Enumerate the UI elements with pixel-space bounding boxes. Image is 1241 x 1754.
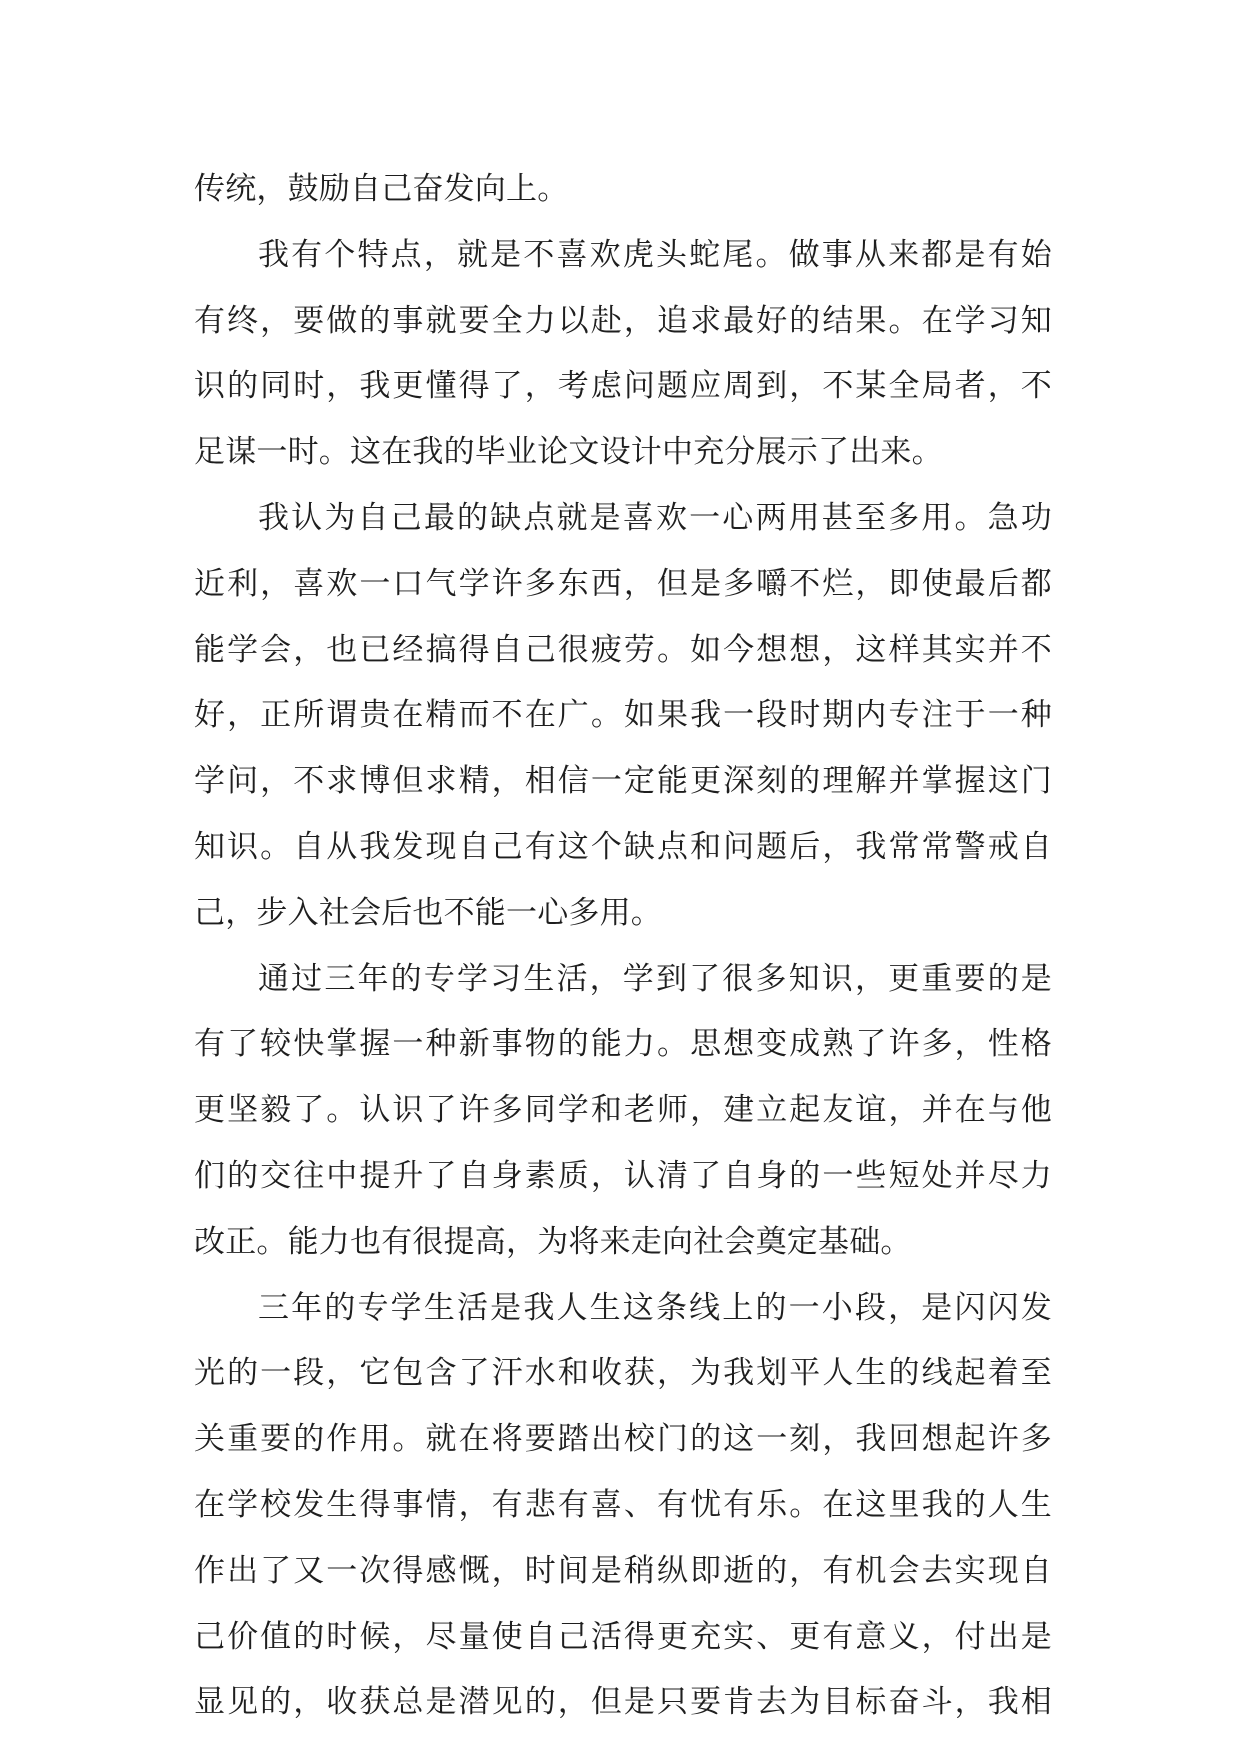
text-line: 作出了又一次得感慨，时间是稍纵即逝的，有机会去实现自 [194, 1552, 1052, 1589]
paragraph-first-line: 三年的专学生活是我人生这条线上的一小段，是闪闪发 [258, 1289, 1052, 1326]
text-line: 识的同时，我更懂得了，考虑问题应周到，不某全局者，不 [194, 368, 1052, 405]
text-line: 己价值的时候，尽量使自己活得更充实、更有意义，付出是 [194, 1618, 1052, 1655]
paragraph-first-line: 我认为自己最的缺点就是喜欢一心两用甚至多用。急功 [258, 499, 1052, 536]
body-text [194, 157, 1052, 1736]
text-line: 能学会，也已经搞得自己很疲劳。如今想想，这样其实并不 [194, 631, 1052, 668]
text-line: 有了较快掌握一种新事物的能力。思想变成熟了许多，性格 [194, 1026, 1052, 1063]
text-line: 关重要的作用。就在将要踏出校门的这一刻，我回想起许多 [194, 1421, 1052, 1458]
text-line: 更坚毅了。认识了许多同学和老师，建立起友谊，并在与他 [194, 1092, 1052, 1129]
text-line: 己，步入社会后也不能一心多用。 [194, 894, 662, 931]
text-line: 们的交往中提升了自身素质，认清了自身的一些短处并尽力 [194, 1157, 1052, 1194]
text-line: 有终，要做的事就要全力以赴，追求最好的结果。在学习知 [194, 302, 1052, 339]
text-line: 传统，鼓励自己奋发向上。 [194, 171, 569, 207]
text-line: 近利，喜欢一口气学许多东西，但是多嚼不烂，即使最后都 [194, 565, 1052, 602]
text-line: 知识。自从我发现自己有这个缺点和问题后，我常常警戒自 [194, 828, 1052, 865]
text-line: 在学校发生得事情，有悲有喜、有忧有乐。在这里我的人生 [194, 1486, 1052, 1523]
text-line: 光的一段，它包含了汗水和收获，为我划平人生的线起着至 [194, 1355, 1052, 1392]
text-line: 改正。能力也有很提高，为将来走向社会奠定基础。 [194, 1223, 912, 1260]
text-line: 好，正所谓贵在精而不在广。如果我一段时期内专注于一种 [194, 697, 1052, 734]
text-line: 学问，不求博但求精，相信一定能更深刻的理解并掌握这门 [194, 763, 1052, 800]
text-line: 足谋一时。这在我的毕业论文设计中充分展示了出来。 [194, 434, 943, 471]
paragraph-first-line: 我有个特点，就是不喜欢虎头蛇尾。做事从来都是有始 [258, 236, 1052, 273]
text-line: 显见的，收获总是潜见的，但是只要肯去为目标奋斗，我相 [194, 1684, 1052, 1721]
paragraph-first-line: 通过三年的专学习生活，学到了很多知识，更重要的是 [258, 960, 1052, 997]
